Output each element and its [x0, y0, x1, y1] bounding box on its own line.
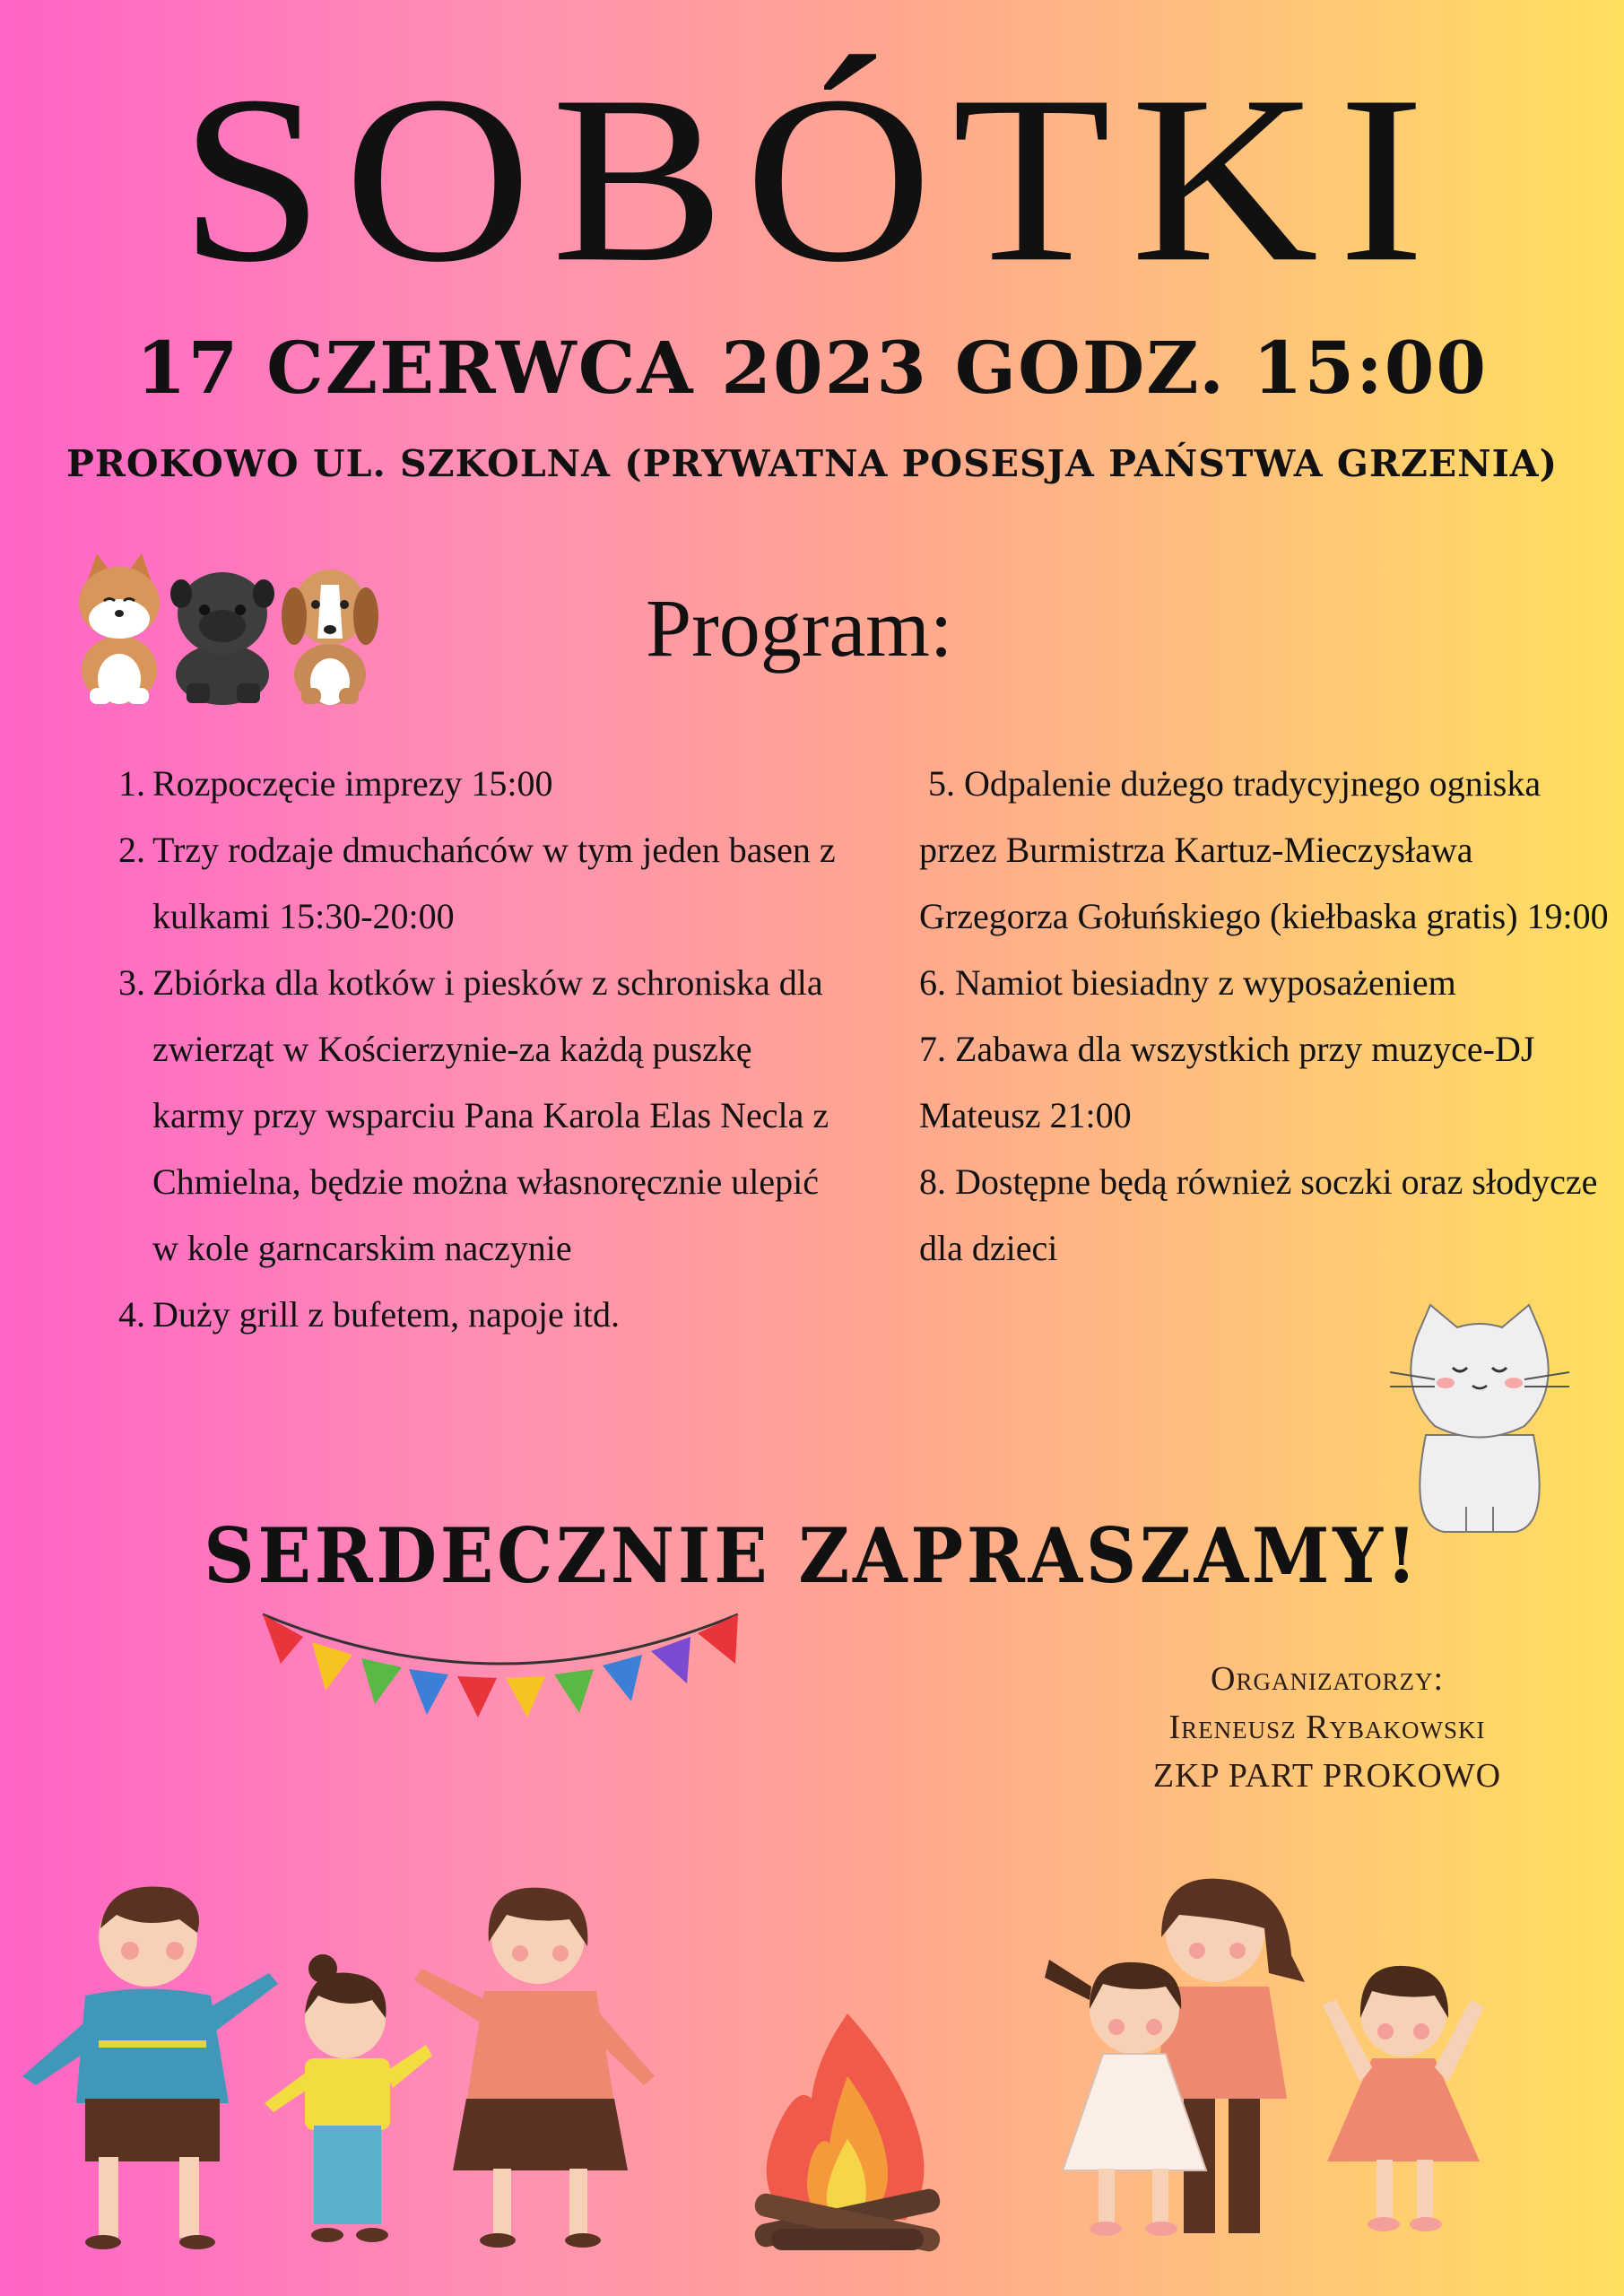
- program-item-text: Zbiórka dla kotków i piesków z schroniska dla zwierząt w Kościerzynie-za każdą puszkę karmy przy wsparciu Pana Karola Elas Necla z Chmielna, będzie można własnoręcznie ulepić w kole garncarskim naczynie: [152, 962, 829, 1268]
- program-heading: Program:: [646, 582, 953, 674]
- campfire-illustration: [744, 2013, 951, 2256]
- organizer-name: ZKP PART PROKOWO: [1152, 1757, 1502, 1795]
- dogs-illustration: [70, 549, 393, 706]
- event-date: 17 CZERWCA 2023 GODZ. 15:00: [135, 326, 1489, 410]
- program-item-number: 2.: [118, 830, 145, 870]
- organizer-name: Ireneusz Rybakowski: [1168, 1709, 1486, 1746]
- program-item: [108, 817, 843, 950]
- program-list-left: [108, 751, 843, 1348]
- program-item: [108, 950, 843, 1282]
- program-item: 8. Dostępne będą również soczki oraz słodycze dla dzieci: [919, 1161, 1607, 1268]
- program-item: 7. Zabawa dla wszystkich przy muzyce-DJ Mateusz 21:00: [919, 1029, 1544, 1135]
- organizers-label: Organizatorzy:: [1211, 1660, 1444, 1698]
- organizers: [1103, 1655, 1551, 1800]
- program-item-text: Rozpoczęcie imprezy 15:00: [152, 763, 553, 804]
- program-item: 5. Odpalenie dużego tradycyjnego ogniska przez Burmistrza Kartuz-Mieczysława Grzegorza Gołuńskiego (kiełbaska gratis) 19:00: [919, 763, 1609, 936]
- event-location: PROKOWO UL. SZKOLNA (PRYWATNA POSESJA PAŃSTWA GRZENIA): [66, 442, 1558, 485]
- program-item: 6. Namiot biesiadny z wyposażeniem: [919, 962, 1456, 1003]
- program-item-text: Trzy rodzaje dmuchańców w tym jeden basen z kulkami 15:30-20:00: [152, 830, 836, 936]
- invitation-text: SERDECZNIE ZAPRASZAMY!: [204, 1511, 1420, 1600]
- program-item: [108, 1282, 843, 1348]
- cat-illustration: [1390, 1300, 1569, 1538]
- bunting-flags-illustration: [258, 1601, 743, 1753]
- program-item-number: 1.: [118, 763, 145, 804]
- program-item-text: Duży grill z bufetem, napoje itd.: [152, 1294, 620, 1335]
- program-item: [108, 751, 843, 817]
- program-item-number: 4.: [118, 1294, 145, 1335]
- program-item-number: 3.: [118, 962, 145, 1003]
- poster-title: SOBÓTKI: [179, 46, 1445, 312]
- family-left-illustration: [18, 1883, 673, 2251]
- program-list-right: [919, 751, 1610, 1282]
- family-right-illustration: [1027, 1874, 1524, 2251]
